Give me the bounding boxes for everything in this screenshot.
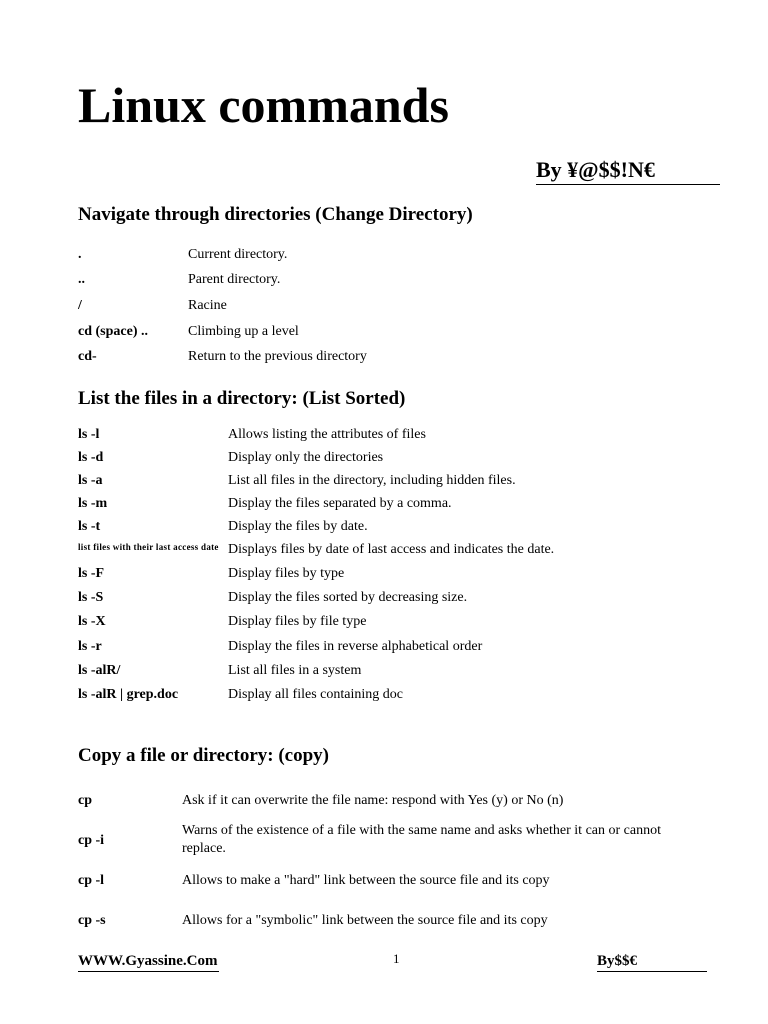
command-description: Display the files separated by a comma.: [228, 496, 452, 511]
command-description: Racine: [188, 298, 227, 313]
command-description: Display the files in reverse alphabetical order: [228, 639, 483, 654]
command-name: cp: [78, 793, 92, 808]
command-name: ls -alR | grep.doc: [78, 687, 179, 702]
command-description: Warns of the existence of a file with the same name and asks whether it can or cannot replace.: [182, 823, 661, 856]
section-heading-list: List the files in a directory: (List Sorted): [78, 388, 406, 409]
command-description: Parent directory.: [188, 272, 281, 287]
section-heading-copy: Copy a file or directory: (copy): [78, 745, 329, 766]
command-description: List all files in a system: [228, 663, 362, 678]
footer-website-link[interactable]: WWW.Gyassine.Com: [78, 951, 219, 972]
command-description: Return to the previous directory: [188, 349, 367, 364]
command-name: cd-: [78, 349, 97, 364]
footer-author: By$$€: [597, 951, 707, 972]
command-name: ls -l: [78, 427, 100, 442]
command-description: Displays files by date of last access and indicates the date.: [228, 542, 555, 557]
command-description: List all files in the directory, including hidden files.: [228, 473, 516, 488]
command-name: ..: [78, 272, 85, 287]
command-name: /: [78, 298, 82, 313]
command-name: cp -l: [78, 873, 105, 888]
command-name: list files with their last access date: [78, 542, 219, 552]
command-description: Allows to make a "hard" link between the source file and its copy: [182, 873, 550, 888]
command-description: Display only the directories: [228, 450, 384, 465]
section-heading-navigate: Navigate through directories (Change Directory): [78, 204, 473, 225]
command-name: ls -a: [78, 473, 103, 488]
command-name: ls -r: [78, 639, 102, 654]
command-name: ls -S: [78, 590, 104, 605]
command-name: cp -s: [78, 913, 106, 928]
command-name: ls -m: [78, 496, 108, 511]
command-description: Allows listing the attributes of files: [228, 427, 426, 442]
command-name: ls -X: [78, 614, 106, 629]
command-description: Display the files sorted by decreasing size.: [228, 590, 468, 605]
command-name: cp -i: [78, 833, 105, 848]
page-number: 1: [393, 951, 400, 966]
command-name: ls -alR/: [78, 663, 121, 678]
command-description: Allows for a "symbolic" link between the source file and its copy: [182, 913, 548, 928]
command-description: Display files by type: [228, 566, 345, 581]
command-description: Climbing up a level: [188, 324, 299, 339]
command-description: Current directory.: [188, 247, 288, 262]
command-name: ls -t: [78, 519, 101, 534]
author-byline: By ¥@$$!N€: [536, 156, 720, 185]
command-name: ls -F: [78, 566, 105, 581]
command-name: .: [78, 247, 82, 262]
command-description: Display files by file type: [228, 614, 367, 629]
page-title: Linux commands: [78, 77, 449, 133]
command-name: cd (space) ..: [78, 324, 148, 339]
command-description: Ask if it can overwrite the file name: respond with Yes (y) or No (n): [182, 793, 564, 808]
command-description: Display all files containing doc: [228, 687, 403, 702]
command-description: Display the files by date.: [228, 519, 368, 534]
command-name: ls -d: [78, 450, 104, 465]
